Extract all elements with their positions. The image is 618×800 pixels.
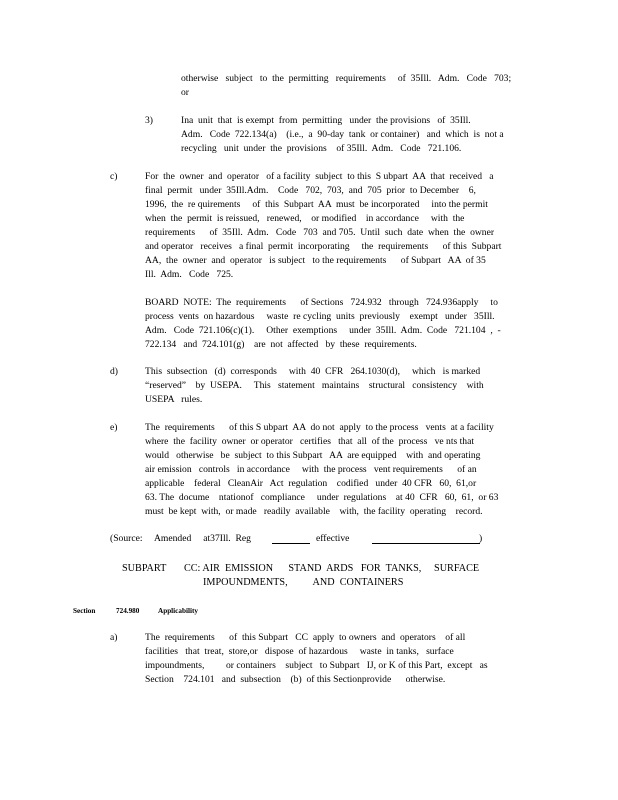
text-line: recycling unit under the provisions of 35Ill. Adm. Code 721.106.	[181, 143, 462, 154]
text-line: 722.134 and 724.101(g) are not affected by these requirements.	[145, 339, 417, 350]
section-title: Applicability	[158, 607, 198, 615]
text-line: 63. The docume ntationof compliance under regulations at 40 CFR 60, 61, or 63	[145, 492, 499, 503]
subpart-heading-line2: IMPOUNDMENTS, AND CONTAINERS	[203, 577, 404, 588]
text-line: Adm. Code 722.134(a) (i.e., a 90-day tank or container) and which is not a	[181, 129, 504, 140]
text-line: requirements of 35Ill. Adm. Code 703 and 705. Until such date when the owner	[145, 227, 495, 238]
source-effective: effective	[316, 533, 350, 544]
text-line: otherwise subject to the permitting requirements of 35Ill. Adm. Code 703;	[181, 73, 512, 84]
text-line: or	[181, 87, 189, 98]
text-line: impoundments, or containers subject to Subpart IJ, or K of this Part, except as	[145, 660, 488, 671]
text-line: process vents on hazardous waste re cycling units previously exempt under 35Ill.	[145, 311, 495, 322]
text-line: Ill. Adm. Code 725.	[145, 269, 234, 280]
text-line: Ina unit that is exempt from permitting under the provisions of 35Ill.	[181, 115, 471, 126]
text-line: The requirements of this S ubpart AA do not apply to the process vents at a facility	[145, 422, 494, 433]
text-line: Adm. Code 721.106(c)(1). Other exemptions under 35Ill. Adm. Code 721.104 , -	[145, 325, 501, 336]
text-line: For the owner and operator of a facility subject to this S ubpart AA that received a	[145, 171, 494, 182]
item-label: 3)	[145, 115, 153, 126]
text-line: 1996, the re quirements of this Subpart AA must be incorporated into the permit	[145, 199, 488, 210]
text-line: Section 724.101 and subsection (b) of this Sectionprovide otherwise.	[145, 674, 446, 685]
text-line: final permit under 35Ill.Adm. Code 702, 703, and 705 prior to December 6,	[145, 185, 476, 196]
text-line: The requirements of this Subpart CC apply to owners and operators of all	[145, 632, 466, 643]
item-label: a)	[110, 632, 118, 643]
item-label: e)	[110, 422, 118, 433]
text-line: applicable federal CleanAir Act regulation codified under 40 CFR 60, 61,or	[145, 478, 477, 489]
subpart-heading-line1: SUBPART CC: AIR EMISSION STAND ARDS FOR TANKS, SURFACE	[122, 563, 480, 574]
text-line: AA, the owner and operator is subject to the requirements of Subpart AA of 35	[145, 255, 486, 266]
text-line: “reserved” by USEPA. This statement maintains structural consistency with	[145, 380, 484, 391]
effective-date-blank	[372, 543, 480, 544]
text-line: air emission controls in accordance with the process vent requirements of an	[145, 464, 477, 475]
section-number: 724.980	[116, 607, 140, 615]
text-line: and operator receives a final permit incorporating the requirements of this Subpart	[145, 241, 502, 252]
register-blank	[272, 543, 310, 544]
text-line: facilities that treat, store,or dispose of hazardous waste in tanks, surface	[145, 646, 454, 657]
text-line: USEPA rules.	[145, 394, 203, 405]
item-label: c)	[110, 171, 118, 182]
text-line: where the facility owner or operator certifies that all of the process ve nts that	[145, 436, 475, 447]
source-prefix: (Source: Amended at37Ill. Reg	[110, 533, 251, 544]
item-label: d)	[110, 366, 118, 377]
text-line: must be kept with, or made readily available with, the facility operating record.	[145, 506, 483, 517]
text-line: BOARD NOTE: The requirements of Sections 724.932 through 724.936apply to	[145, 297, 498, 308]
section-label: Section	[73, 607, 96, 615]
text-line: This subsection (d) corresponds with 40 CFR 264.1030(d), which is marked	[145, 366, 481, 377]
source-close: )	[479, 533, 483, 544]
text-line: would otherwise be subject to this Subpart AA are equipped with and operating	[145, 450, 481, 461]
text-line: when the permit is reissued, renewed, or modified in accordance with the	[145, 213, 465, 224]
